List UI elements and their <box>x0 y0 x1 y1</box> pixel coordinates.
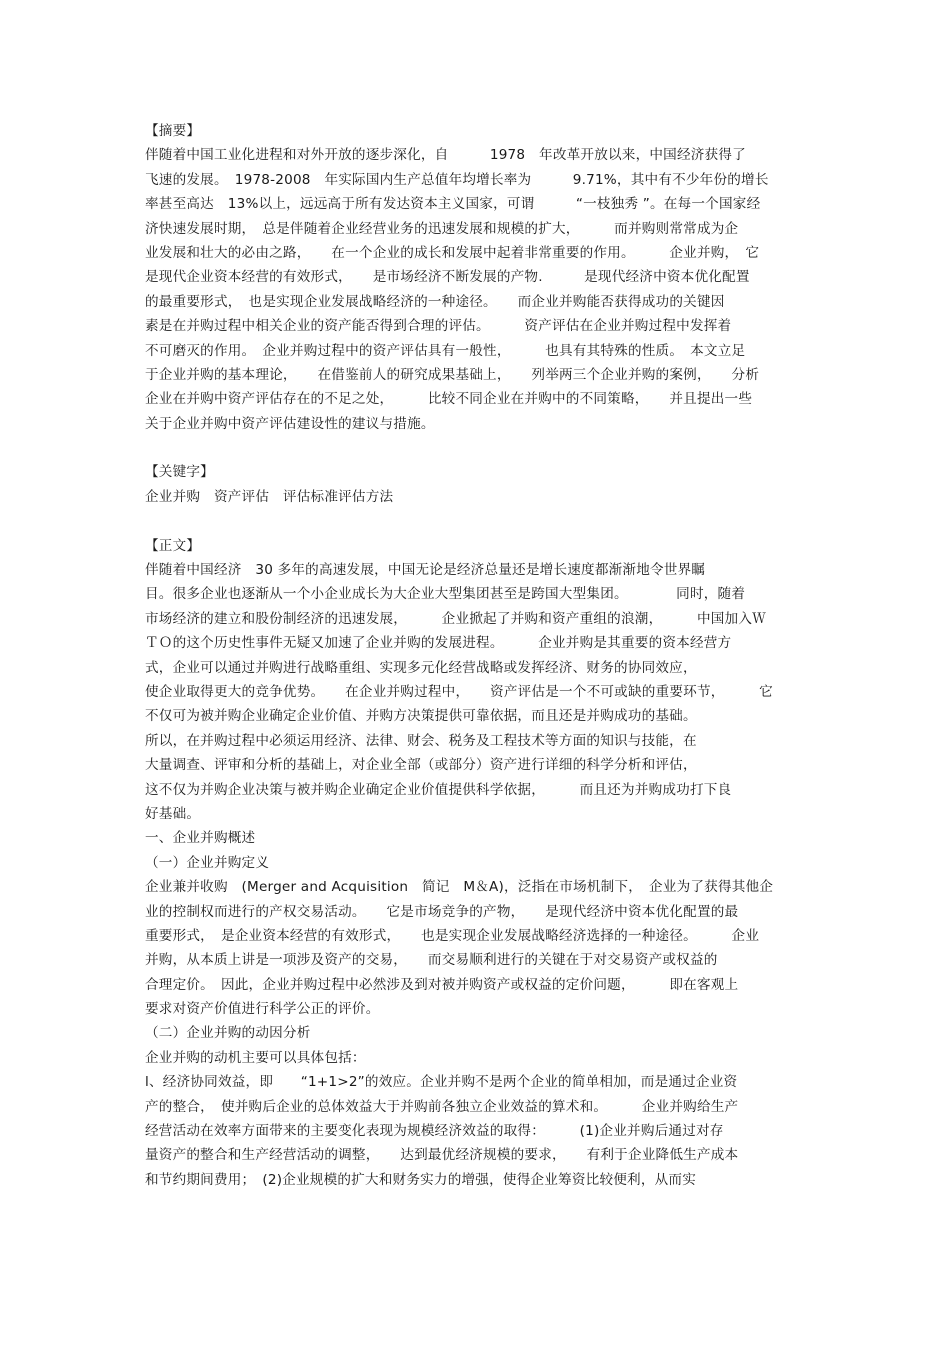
body-line: 并购，从本质上讲是一项涉及资产的交易， 而交易顺利进行的关键在于对交易资产或权益的 <box>145 952 718 969</box>
body-line: 式，企业可以通过并购进行战略重组、实现多元化经营战略或发挥经济、财务的协同效应， <box>145 659 697 676</box>
abstract-line: 业发展和壮大的必由之路， 在一个企业的成长和发展中起着非常重要的作用。 企业并购， 它 <box>145 244 760 261</box>
body-line: 市场经济的建立和股份制经济的迅速发展， 企业掀起了并购和资产重组的浪潮， 中国加入Ｗ <box>145 610 766 627</box>
body-line: （二）企业并购的动因分析 <box>145 1025 311 1042</box>
body-line: l、经济协同效益，即 “1+1>2”的效应。企业并购不是两个企业的简单相加，而是通过企业资 <box>145 1074 738 1091</box>
body-line: 企业兼并收购 (Merger and Acquisition 简记 M＆A)，泛指在市场机制下， 企业为了获得其他企 <box>145 879 774 896</box>
body-line: 和节约期间费用； (2)企业规模的扩大和财务实力的增强，使得企业筹资比较便利，从而实 <box>145 1171 697 1188</box>
body-line: 所以，在并购过程中必须运用经济、法律、财会、税务及工程技术等方面的知识与技能，在 <box>145 732 697 749</box>
body-line: ＴＯ的这个历史性事件无疑又加速了企业并购的发展进程。 企业并购是其重要的资本经营方 <box>145 635 732 652</box>
abstract-line: 企业在并购中资产评估存在的不足之处， 比较不同企业在并购中的不同策略， 并且提出一些 <box>145 391 753 408</box>
body-line: 重要形式， 是企业资本经营的有效形式， 也是实现企业发展战略经济选择的一种途径。 企业 <box>145 927 760 944</box>
abstract-line: 的最重要形式， 也是实现企业发展战略经济的一种途径。 而企业并购能否获得成功的关键因 <box>145 293 725 310</box>
body-line: 经营活动在效率方面带来的主要变化表现为规模经济效益的取得： (1)企业并购后通过对存 <box>145 1123 724 1140</box>
body-line: 量资产的整合和生产经营活动的调整， 达到最优经济规模的要求， 有利于企业降低生产成本 <box>145 1147 739 1164</box>
body-line: 合理定价。 因此，企业并购过程中必然涉及到对被并购资产或权益的定价问题， 即在客观上 <box>145 976 739 993</box>
abstract-line: 率甚至高达 13%以上，远远高于所有发达资本主义国家，可谓 “一枝独秀 ”。在每一个国家经 <box>145 196 761 213</box>
body-line: 这不仅为并购企业决策与被并购企业确定企业价值提供科学依据， 而且还为并购成功打下良 <box>145 781 732 798</box>
document-body <box>0 119 950 1192</box>
abstract-line: 不可磨灭的作用。 企业并购过程中的资产评估具有一般性， 也具有其特殊的性质。 本文立足 <box>145 342 746 359</box>
body-line: 使企业取得更大的竞争优势。 在企业并购过程中， 资产评估是一个不可或缺的重要环节， 它 <box>145 683 773 700</box>
abstract-line: 素是在并购过程中相关企业的资产能否得到合理的评估。 资产评估在企业并购过程中发挥着 <box>145 318 732 335</box>
body-line: 一、企业并购概述 <box>145 830 256 847</box>
body-line: （一）企业并购定义 <box>145 854 270 871</box>
abstract-line: 飞速的发展。 1978-2008 年实际国内生产总值年均增长率为 9.71%，其中有不少年份的增长 <box>145 171 769 188</box>
body-line: 伴随着中国经济 30 多年的高速发展，中国无论是经济总量还是增长速度都渐渐地令世界瞩 <box>145 562 706 579</box>
abstract-line: 伴随着中国工业化进程和对外开放的逐步深化，自 1978 年改革开放以来，中国经济获得了 <box>145 147 746 164</box>
body-heading: 【正文】 <box>145 537 201 554</box>
body-line: 目。很多企业也逐渐从一个小企业成长为大企业大型集团甚至是跨国大型集团。 同时，随着 <box>145 586 746 603</box>
body-line: 不仅可为被并购企业确定企业价值、并购方决策提供可靠依据，而且还是并购成功的基础。 <box>145 708 697 725</box>
keywords-heading: 【关键字】 <box>145 464 214 481</box>
paragraph-gap <box>0 436 950 460</box>
abstract-line: 于企业并购的基本理论， 在借鉴前人的研究成果基础上， 列举两三个企业并购的案例， 分析 <box>145 366 760 383</box>
abstract-heading: 【摘要】 <box>145 123 201 139</box>
body-line: 业的控制权而进行的产权交易活动。 它是市场竞争的产物， 是现代经济中资本优化配置的最 <box>145 903 739 920</box>
body-line: 要求对资产价值进行科学公正的评价。 <box>145 1001 380 1018</box>
abstract-line: 是现代企业资本经营的有效形式， 是市场经济不断发展的产物. 是现代经济中资本优化配置 <box>145 269 750 286</box>
keywords-line: 企业并购 资产评估 评估标准评估方法 <box>145 488 394 505</box>
body-line: 好基础。 <box>145 805 201 822</box>
paragraph-gap <box>0 509 950 533</box>
abstract-line: 关于企业并购中资产评估建设性的建议与措施。 <box>145 415 435 432</box>
abstract-line: 济快速发展时期， 总是伴随着企业经营业务的迅速发展和规模的扩大， 而并购则常常成为企 <box>145 220 739 237</box>
body-line: 产的整合， 使并购后企业的总体效益大于并购前各独立企业效益的算术和。 企业并购给生产 <box>145 1098 739 1115</box>
body-line: 企业并购的动机主要可以具体包括： <box>145 1049 366 1066</box>
body-line: 大量调查、评审和分析的基础上，对企业全部（或部分）资产进行详细的科学分析和评估， <box>145 757 697 774</box>
